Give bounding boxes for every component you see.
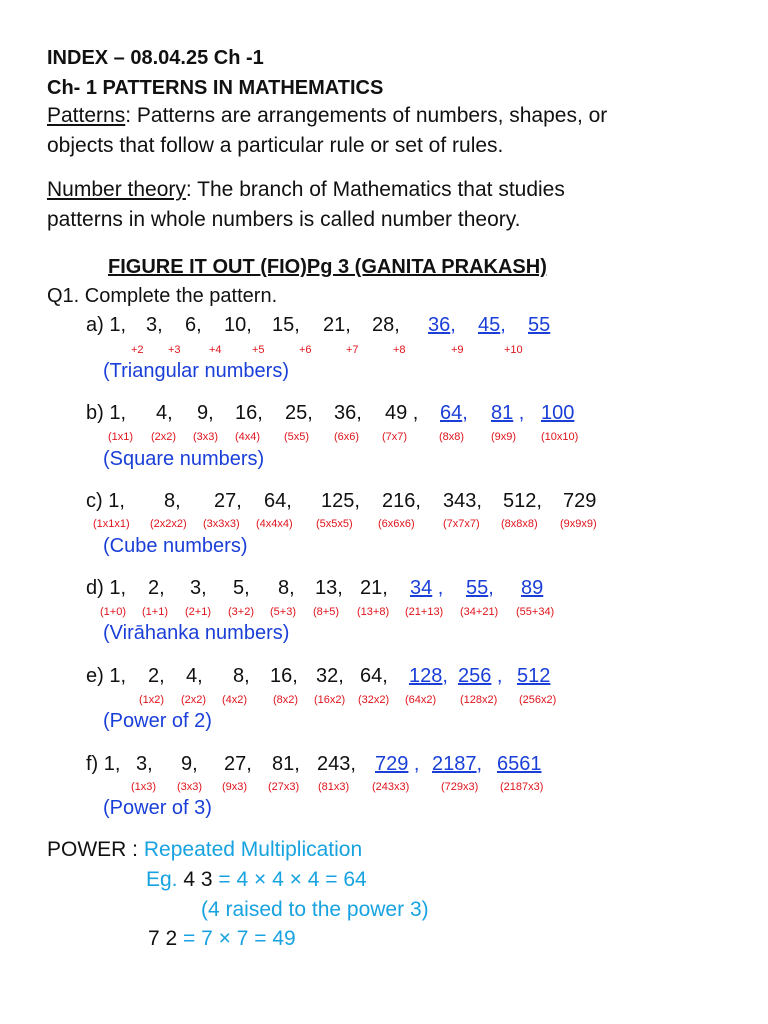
term: 10, [224, 314, 252, 336]
step-note: +7 [346, 344, 359, 356]
term: 4, [156, 402, 173, 424]
term: 343, [443, 490, 482, 512]
step-note: (9x9x9) [560, 518, 597, 530]
step-note: (256x2) [519, 694, 557, 706]
separator: , [500, 314, 506, 336]
step-note: (7x7x7) [443, 518, 480, 530]
term: 5, [233, 577, 250, 599]
step-note: (21+13) [405, 606, 444, 618]
term: 512, [503, 490, 542, 512]
step-note: +5 [252, 344, 265, 356]
term: 3, [190, 577, 207, 599]
term: 6, [185, 314, 202, 336]
separator: , [491, 665, 503, 687]
term: 3, [146, 314, 163, 336]
step-note: (4x2) [222, 694, 248, 706]
answer: 2187 [432, 753, 477, 775]
term: 8, [164, 490, 181, 512]
patterns-definition [47, 104, 607, 128]
term: 216, [382, 490, 421, 512]
step-note: (729x3) [441, 781, 479, 793]
power-example-1 [146, 868, 367, 892]
step-note: (13+8) [357, 606, 390, 618]
step-note: (5+3) [270, 606, 296, 618]
term: 125, [321, 490, 360, 512]
step-note: +9 [451, 344, 464, 356]
term: 32, [316, 665, 344, 687]
step-note: (55+34) [516, 606, 555, 618]
step-note: (8x8) [439, 431, 465, 443]
step-note: (2x2x2) [150, 518, 187, 530]
step-note: +6 [299, 344, 312, 356]
answer: 256 [458, 665, 492, 687]
step-note: +8 [393, 344, 406, 356]
term: 27, [224, 753, 252, 775]
term: 16, [270, 665, 298, 687]
term: c) 1, [86, 490, 125, 512]
answer: 55 [528, 314, 551, 336]
step-note: (32x2) [358, 694, 390, 706]
term: 2, [148, 577, 165, 599]
step-note: (6x6) [334, 431, 360, 443]
term: 16, [235, 402, 263, 424]
pattern-name: (Triangular numbers) [103, 360, 289, 382]
answer: 6561 [497, 753, 542, 775]
step-note: (5x5x5) [316, 518, 353, 530]
term: 8, [278, 577, 295, 599]
term: f) 1, [86, 753, 121, 775]
fio-heading: FIGURE IT OUT (FIO)Pg 3 (GANITA PRAKASH) [108, 256, 547, 278]
separator: , [442, 665, 448, 687]
step-note: (1x1x1) [93, 518, 130, 530]
step-note: (34+21) [460, 606, 499, 618]
q1-prompt: Q1. Complete the pattern. [47, 285, 278, 307]
step-note: (1x2) [139, 694, 165, 706]
number-theory-text: : The branch of Mathematics that studies [185, 178, 565, 201]
separator: , [450, 314, 456, 336]
power-example-1-note: (4 raised to the power 3) [201, 898, 429, 921]
term: 3, [136, 753, 153, 775]
pattern-name: (Virāhanka numbers) [103, 622, 290, 644]
number-theory-term: Number theory [47, 178, 186, 201]
term: b) 1, [86, 402, 127, 424]
separator: , [513, 402, 525, 424]
step-note: (3x3) [193, 431, 219, 443]
step-note: (1x3) [131, 781, 157, 793]
term: 8, [233, 665, 250, 687]
patterns-text: : Patterns are arrangements of numbers, shapes, or [125, 104, 608, 127]
separator: , [408, 753, 420, 775]
step-note: (4x4x4) [256, 518, 293, 530]
answer: 36 [428, 314, 451, 336]
number-theory-line2: patterns in whole numbers is called number theory. [47, 208, 521, 231]
answer: 729 [375, 753, 409, 775]
power-definition [47, 838, 362, 862]
step-note: +2 [131, 344, 144, 356]
separator: , [432, 577, 444, 599]
term: 15, [272, 314, 300, 336]
term: 28, [372, 314, 400, 336]
answer: 55 [466, 577, 489, 599]
answer: 100 [541, 402, 575, 424]
step-note: (2x2) [151, 431, 177, 443]
term: d) 1, [86, 577, 127, 599]
patterns-term: Patterns [47, 104, 126, 127]
example-expression: 4 3 [183, 868, 213, 891]
step-note: (1+1) [142, 606, 168, 618]
step-note: (3x3) [177, 781, 203, 793]
step-note: (5x5) [284, 431, 310, 443]
pattern-name: (Power of 3) [103, 797, 212, 819]
term: 36, [334, 402, 362, 424]
term: 21, [360, 577, 388, 599]
step-note: (1x1) [108, 431, 134, 443]
answer: 81 [491, 402, 514, 424]
answer: 128 [409, 665, 443, 687]
step-note: (81x3) [318, 781, 350, 793]
term: 729 [563, 490, 597, 512]
term: 27, [214, 490, 242, 512]
number-theory-definition [47, 178, 565, 202]
step-note: (16x2) [314, 694, 346, 706]
example-expression: 7 2 [148, 927, 178, 950]
term: 4, [186, 665, 203, 687]
step-note: (8+5) [313, 606, 339, 618]
power-label: POWER : [47, 838, 139, 861]
example-result: = 7 × 7 = 49 [183, 927, 296, 950]
step-note: (243x3) [372, 781, 410, 793]
term: 2, [148, 665, 165, 687]
step-note: (27x3) [268, 781, 300, 793]
index-line: INDEX – 08.04.25 Ch -1 [47, 47, 264, 69]
step-note: (6x6x6) [378, 518, 415, 530]
patterns-definition-line2: objects that follow a particular rule or set of rules. [47, 134, 504, 157]
pattern-name: (Power of 2) [103, 710, 212, 732]
separator: , [462, 402, 468, 424]
term: 25, [285, 402, 313, 424]
term: 64, [264, 490, 292, 512]
example-result: = 4 × 4 × 4 = 64 [218, 868, 367, 891]
pattern-name: (Cube numbers) [103, 535, 248, 557]
separator: , [476, 753, 483, 775]
step-note: (10x10) [541, 431, 579, 443]
step-note: (9x3) [222, 781, 248, 793]
term: 21, [323, 314, 351, 336]
term: 9, [181, 753, 198, 775]
step-note: (3x3x3) [203, 518, 240, 530]
example-label: Eg. [146, 868, 178, 891]
step-note: +3 [168, 344, 181, 356]
term: 243, [317, 753, 356, 775]
step-note: (128x2) [460, 694, 498, 706]
term: 81, [272, 753, 300, 775]
step-note: (4x4) [235, 431, 261, 443]
separator: , [488, 577, 494, 599]
pattern-name: (Square numbers) [103, 448, 265, 470]
step-note: (2+1) [185, 606, 211, 618]
term: e) 1, [86, 665, 127, 687]
term: a) 1, [86, 314, 127, 336]
power-example-2 [148, 927, 296, 951]
step-note: (2187x3) [500, 781, 544, 793]
step-note: (1+0) [100, 606, 126, 618]
step-note: (8x8x8) [501, 518, 538, 530]
step-note: +4 [209, 344, 222, 356]
chapter-title: Ch- 1 PATTERNS IN MATHEMATICS [47, 77, 384, 99]
step-note: +10 [504, 344, 523, 356]
term: 64, [360, 665, 388, 687]
answer: 34 [410, 577, 433, 599]
answer: 89 [521, 577, 544, 599]
answer: 45 [478, 314, 501, 336]
power-meaning: Repeated Multiplication [143, 838, 363, 861]
step-note: (7x7) [382, 431, 408, 443]
step-note: (9x9) [491, 431, 517, 443]
step-note: (64x2) [405, 694, 437, 706]
term: 13, [315, 577, 343, 599]
term: 9, [197, 402, 214, 424]
answer: 64 [440, 402, 463, 424]
step-note: (8x2) [273, 694, 299, 706]
step-note: (2x2) [181, 694, 207, 706]
step-note: (3+2) [228, 606, 254, 618]
answer: 512 [517, 665, 551, 687]
term: 49 , [385, 402, 419, 424]
